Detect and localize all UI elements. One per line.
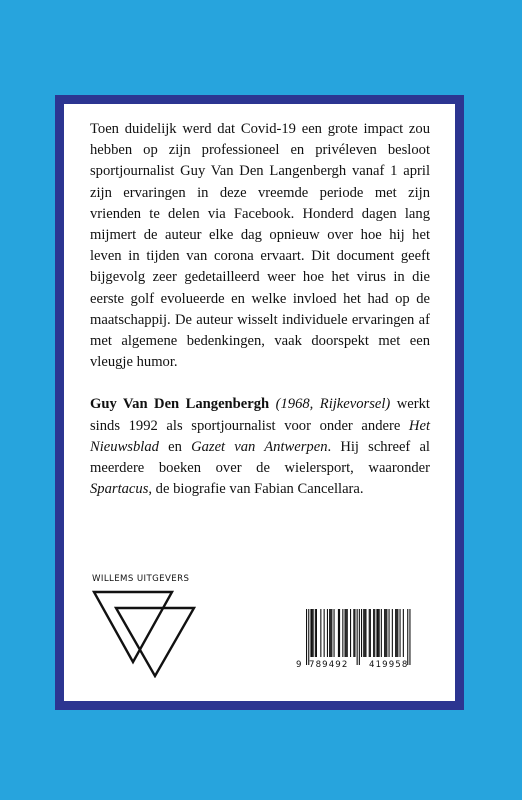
barcode-bar <box>407 609 408 665</box>
barcode-bar <box>357 609 358 665</box>
barcode-bar <box>345 609 346 657</box>
barcode <box>296 609 424 673</box>
barcode-group-2: 419958 <box>369 660 409 670</box>
barcode-bar <box>370 609 371 657</box>
author-bio-paragraph <box>90 394 430 500</box>
newspaper-2: Gazet van Antwerpen <box>191 438 328 455</box>
author-details: (1968, Rijkevorsel) <box>275 396 391 413</box>
barcode-bar <box>315 609 316 657</box>
barcode-bar <box>384 609 385 657</box>
barcode-bar <box>389 609 390 657</box>
barcode-bar <box>329 609 330 657</box>
barcode-bar <box>403 609 404 657</box>
barcode-bar <box>364 609 365 657</box>
bio-text-2: en <box>158 438 192 455</box>
author-name: Guy Van Den Langenbergh <box>90 396 270 413</box>
barcode-bar <box>409 609 410 665</box>
bio-text-1: werkt sinds 1992 als sportjournalist voor onder andere <box>90 396 430 434</box>
publisher-block <box>92 574 202 678</box>
publisher-name: WILLEMS UITGEVERS <box>92 574 190 584</box>
barcode-bar <box>374 609 375 657</box>
barcode-bar <box>334 609 335 657</box>
barcode-bar <box>338 609 339 657</box>
barcode-bar <box>306 609 307 665</box>
barcode-bar <box>312 609 313 657</box>
barcode-bar <box>395 609 396 657</box>
barcode-bar <box>369 609 370 657</box>
barcode-bar <box>373 609 374 657</box>
barcode-bar <box>359 609 360 665</box>
newspaper-1: Het Nieuwsblad <box>90 417 430 455</box>
bio-text-4: , de biografie van Fabian Cancellara. <box>148 481 364 498</box>
blurb-paragraph: Toen duidelijk werd dat Covid-19 een grote impact zou hebben op zijn professioneel en privéleven besloot sportjournalist Guy Van Den Langenbergh vanaf 1 april zijn ervaringen in deze vreemde periode met zijn vrienden te delen via Facebook. Honderd dagen lang mijmert de auteur elke dag opnieuw over hoe hij het leven in tijden van corona ervaart. Dit document geeft bijgevolg zeer gedetailleerd weer hoe het virus in die eerste golf evolueerde en welke invloed het had op de maatschappij. De auteur wisselt individuele ervaringen af met algemene bedenkingen, vaak doorspekt met een vleugje humor. <box>90 121 430 371</box>
barcode-bar <box>347 609 348 657</box>
barcode-bar <box>363 609 364 657</box>
barcode-bar <box>397 609 398 657</box>
barcode-bar <box>331 609 332 657</box>
barcode-bar <box>313 609 314 657</box>
barcode-bar <box>327 609 328 657</box>
double-triangle-w-logo-icon <box>92 590 196 678</box>
barcode-bar <box>385 609 386 657</box>
barcode-bar <box>354 609 355 657</box>
cover-frame <box>55 95 464 710</box>
barcode-bar <box>378 609 379 657</box>
barcode-bar <box>376 609 377 657</box>
barcode-bar <box>330 609 331 657</box>
barcode-bar <box>308 609 309 665</box>
barcode-bar <box>392 609 393 657</box>
barcode-bar <box>346 609 347 657</box>
barcode-bar <box>350 609 351 657</box>
barcode-bar <box>353 609 354 657</box>
barcode-bar <box>361 609 362 657</box>
barcode-bar <box>400 609 401 657</box>
text-panel <box>64 104 455 701</box>
barcode-bar <box>386 609 387 657</box>
book-title: Spartacus <box>90 481 149 498</box>
barcode-lead-digit: 9 <box>296 660 302 670</box>
bio-text-3: . Hij schreef al meerdere boeken over de wielersport, waaronder <box>90 438 430 477</box>
barcode-bar <box>365 609 366 657</box>
barcode-bar <box>324 609 325 657</box>
barcode-bar <box>342 609 343 657</box>
back-cover-text <box>90 119 430 500</box>
barcode-bar <box>320 609 321 657</box>
barcode-bar <box>316 609 317 657</box>
barcode-bar <box>381 609 382 657</box>
barcode-bar <box>339 609 340 657</box>
barcode-group-1: 789492 <box>309 660 349 670</box>
barcode-bar <box>396 609 397 657</box>
barcode-bar <box>379 609 380 657</box>
barcode-bar <box>310 609 311 657</box>
